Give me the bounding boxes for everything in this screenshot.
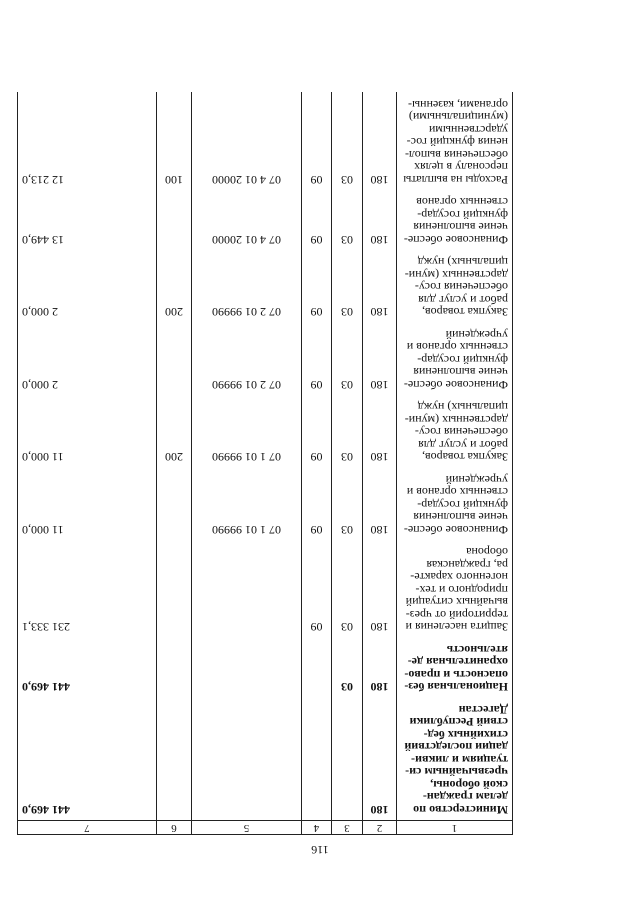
- row-name-line: работ и услуг для: [418, 293, 508, 307]
- subsection-code: 09: [302, 190, 332, 250]
- row-name-line: органами, казенны-: [408, 98, 508, 112]
- row-name-line: Закупка товаров,: [422, 450, 508, 465]
- row-name-line: Защита населения и: [405, 620, 508, 635]
- row-name-line: ра, гражданская: [426, 558, 508, 572]
- row-name-line: ственных органов: [416, 195, 508, 210]
- row-name-line: персоналу в целях: [414, 160, 508, 175]
- row-name: [397, 93, 513, 191]
- target-article-code: 07 1 01 99990: [192, 395, 302, 468]
- section-code: 03: [332, 250, 363, 323]
- row-name-line: территорий от чрез-: [405, 608, 508, 622]
- row-name-line: ударственными: [428, 123, 508, 137]
- amount: 12 213,0: [18, 93, 157, 191]
- subsection-code: 09: [302, 93, 332, 191]
- expense-type-code: [157, 190, 192, 250]
- ministry-code: 180: [363, 93, 397, 191]
- row-name: [397, 323, 513, 396]
- row-name-line: дации последствий: [404, 740, 508, 755]
- row-name-line: обеспечения выпол-: [404, 148, 508, 162]
- amount: 231 333,1: [18, 540, 157, 638]
- column-number: 6: [157, 821, 192, 835]
- row-name-line: функций государ-: [417, 208, 508, 222]
- ministry-code: 180: [363, 250, 397, 323]
- table-row: [18, 540, 513, 638]
- ministry-code: 180: [363, 323, 397, 396]
- amount: 2 000,0: [18, 323, 157, 396]
- ministry-code: 180: [363, 698, 397, 821]
- row-name-line: обеспечения госу-: [414, 280, 508, 295]
- column-number: 4: [302, 821, 332, 835]
- target-article-code: 07 2 01 99990: [192, 323, 302, 396]
- expense-type-code: [157, 323, 192, 396]
- subsection-code: [302, 638, 332, 698]
- expense-type-code: [157, 698, 192, 821]
- row-name-line: чение выполнения: [413, 365, 508, 380]
- row-name-line: Финансовое обеспе-: [403, 233, 508, 247]
- ministry-code: 180: [363, 190, 397, 250]
- target-article-code: 07 1 01 99990: [192, 468, 302, 541]
- row-name-line: опасность и право-: [404, 668, 508, 682]
- target-article-code: 07 4 01 20000: [192, 93, 302, 191]
- row-name-line: функций государ-: [417, 498, 508, 512]
- row-name: [397, 698, 513, 821]
- row-name-line: ятельность: [446, 643, 508, 657]
- row-name-line: функций государ-: [417, 353, 508, 367]
- row-name-line: дарственных (муни-: [404, 268, 508, 282]
- section-code: [332, 698, 363, 821]
- row-name-line: чрезвычайным си-: [405, 765, 508, 780]
- subsection-code: [302, 698, 332, 821]
- table-row: [18, 468, 513, 541]
- column-number: 5: [192, 821, 302, 835]
- amount: 2 000,0: [18, 250, 157, 323]
- row-name-line: ципальных) нужд: [417, 255, 508, 270]
- page-number: 116: [311, 843, 329, 857]
- row-name: [397, 190, 513, 250]
- ministry-code: 180: [363, 540, 397, 638]
- table-row: [18, 190, 513, 250]
- expense-type-code: [157, 540, 192, 638]
- expense-type-code: 200: [157, 395, 192, 468]
- row-name-line: обеспечения госу-: [414, 425, 508, 440]
- subsection-code: 09: [302, 323, 332, 396]
- row-name-line: Национальная без-: [404, 680, 508, 695]
- row-name-line: Закупка товаров,: [422, 305, 508, 320]
- row-name-line: (муниципальными): [408, 110, 508, 125]
- amount: 11 000,0: [18, 468, 157, 541]
- ministry-code: 180: [363, 638, 397, 698]
- row-name-line: охранительная де-: [407, 655, 508, 670]
- row-name-line: ципальных) нужд: [417, 400, 508, 415]
- ministry-code: 180: [363, 395, 397, 468]
- row-name-line: Дагестан: [458, 703, 508, 717]
- row-name-line: учреждений: [445, 473, 508, 487]
- row-name-line: туациям и ликви-: [411, 753, 508, 767]
- row-name-line: Расходы на выплаты: [403, 173, 508, 187]
- row-name-line: чение выполнения: [413, 220, 508, 235]
- row-name: [397, 540, 513, 638]
- target-article-code: 07 2 01 99990: [192, 250, 302, 323]
- row-name-line: дарственных (муни-: [404, 413, 508, 427]
- expense-type-code: [157, 468, 192, 541]
- section-code: 03: [332, 638, 363, 698]
- row-name: [397, 468, 513, 541]
- subsection-code: 09: [302, 540, 332, 638]
- table-row: [18, 93, 513, 191]
- target-article-code: 07 4 01 20000: [192, 190, 302, 250]
- row-name-line: Финансовое обеспе-: [403, 378, 508, 392]
- table-row: [18, 323, 513, 396]
- row-name-line: оборона: [466, 545, 508, 560]
- expense-type-code: [157, 638, 192, 698]
- budget-table: [17, 93, 513, 836]
- table-row: [18, 638, 513, 698]
- row-name: [397, 395, 513, 468]
- row-name-line: чение выполнения: [413, 510, 508, 525]
- row-name-line: вычайных ситуаций: [405, 595, 508, 610]
- row-name-line: ногенного характе-: [410, 570, 508, 585]
- column-number: 1: [397, 821, 513, 835]
- row-name-line: делам граждан-: [422, 790, 508, 805]
- subsection-code: 09: [302, 250, 332, 323]
- row-name-line: Финансовое обеспе-: [403, 523, 508, 537]
- table-row: [18, 250, 513, 323]
- row-name-line: ственных органов и: [406, 340, 508, 355]
- row-name-line: ственных органов и: [406, 485, 508, 500]
- ministry-code: 180: [363, 468, 397, 541]
- amount: 11 000,0: [18, 395, 157, 468]
- column-number-row: [18, 821, 513, 835]
- column-number: 2: [363, 821, 397, 835]
- section-code: 03: [332, 190, 363, 250]
- table-row: [18, 395, 513, 468]
- amount: 13 449,0: [18, 190, 157, 250]
- section-code: 03: [332, 468, 363, 541]
- section-code: 03: [332, 323, 363, 396]
- amount: 441 469,0: [18, 638, 157, 698]
- target-article-code: [192, 698, 302, 821]
- row-name-line: ской обороны,: [430, 778, 508, 792]
- column-number: 7: [18, 821, 157, 835]
- row-name-line: стихийных бед-: [423, 728, 508, 742]
- column-number: 3: [332, 821, 363, 835]
- row-name-line: нения функций гос-: [406, 135, 508, 150]
- row-name: [397, 250, 513, 323]
- table-row: [18, 698, 513, 821]
- expense-type-code: 100: [157, 93, 192, 191]
- row-name-line: Министерство по: [413, 803, 508, 817]
- section-code: 03: [332, 540, 363, 638]
- section-code: 03: [332, 395, 363, 468]
- target-article-code: [192, 540, 302, 638]
- row-name-line: природного и тех-: [415, 583, 508, 597]
- subsection-code: 09: [302, 468, 332, 541]
- row-name: [397, 638, 513, 698]
- target-article-code: [192, 638, 302, 698]
- row-name-line: ствий Республики: [409, 715, 508, 730]
- subsection-code: 09: [302, 395, 332, 468]
- row-name-line: учреждений: [445, 328, 508, 342]
- row-name-line: работ и услуг для: [418, 438, 508, 452]
- section-code: 03: [332, 93, 363, 191]
- amount: 441 469,0: [18, 698, 157, 821]
- expense-type-code: 200: [157, 250, 192, 323]
